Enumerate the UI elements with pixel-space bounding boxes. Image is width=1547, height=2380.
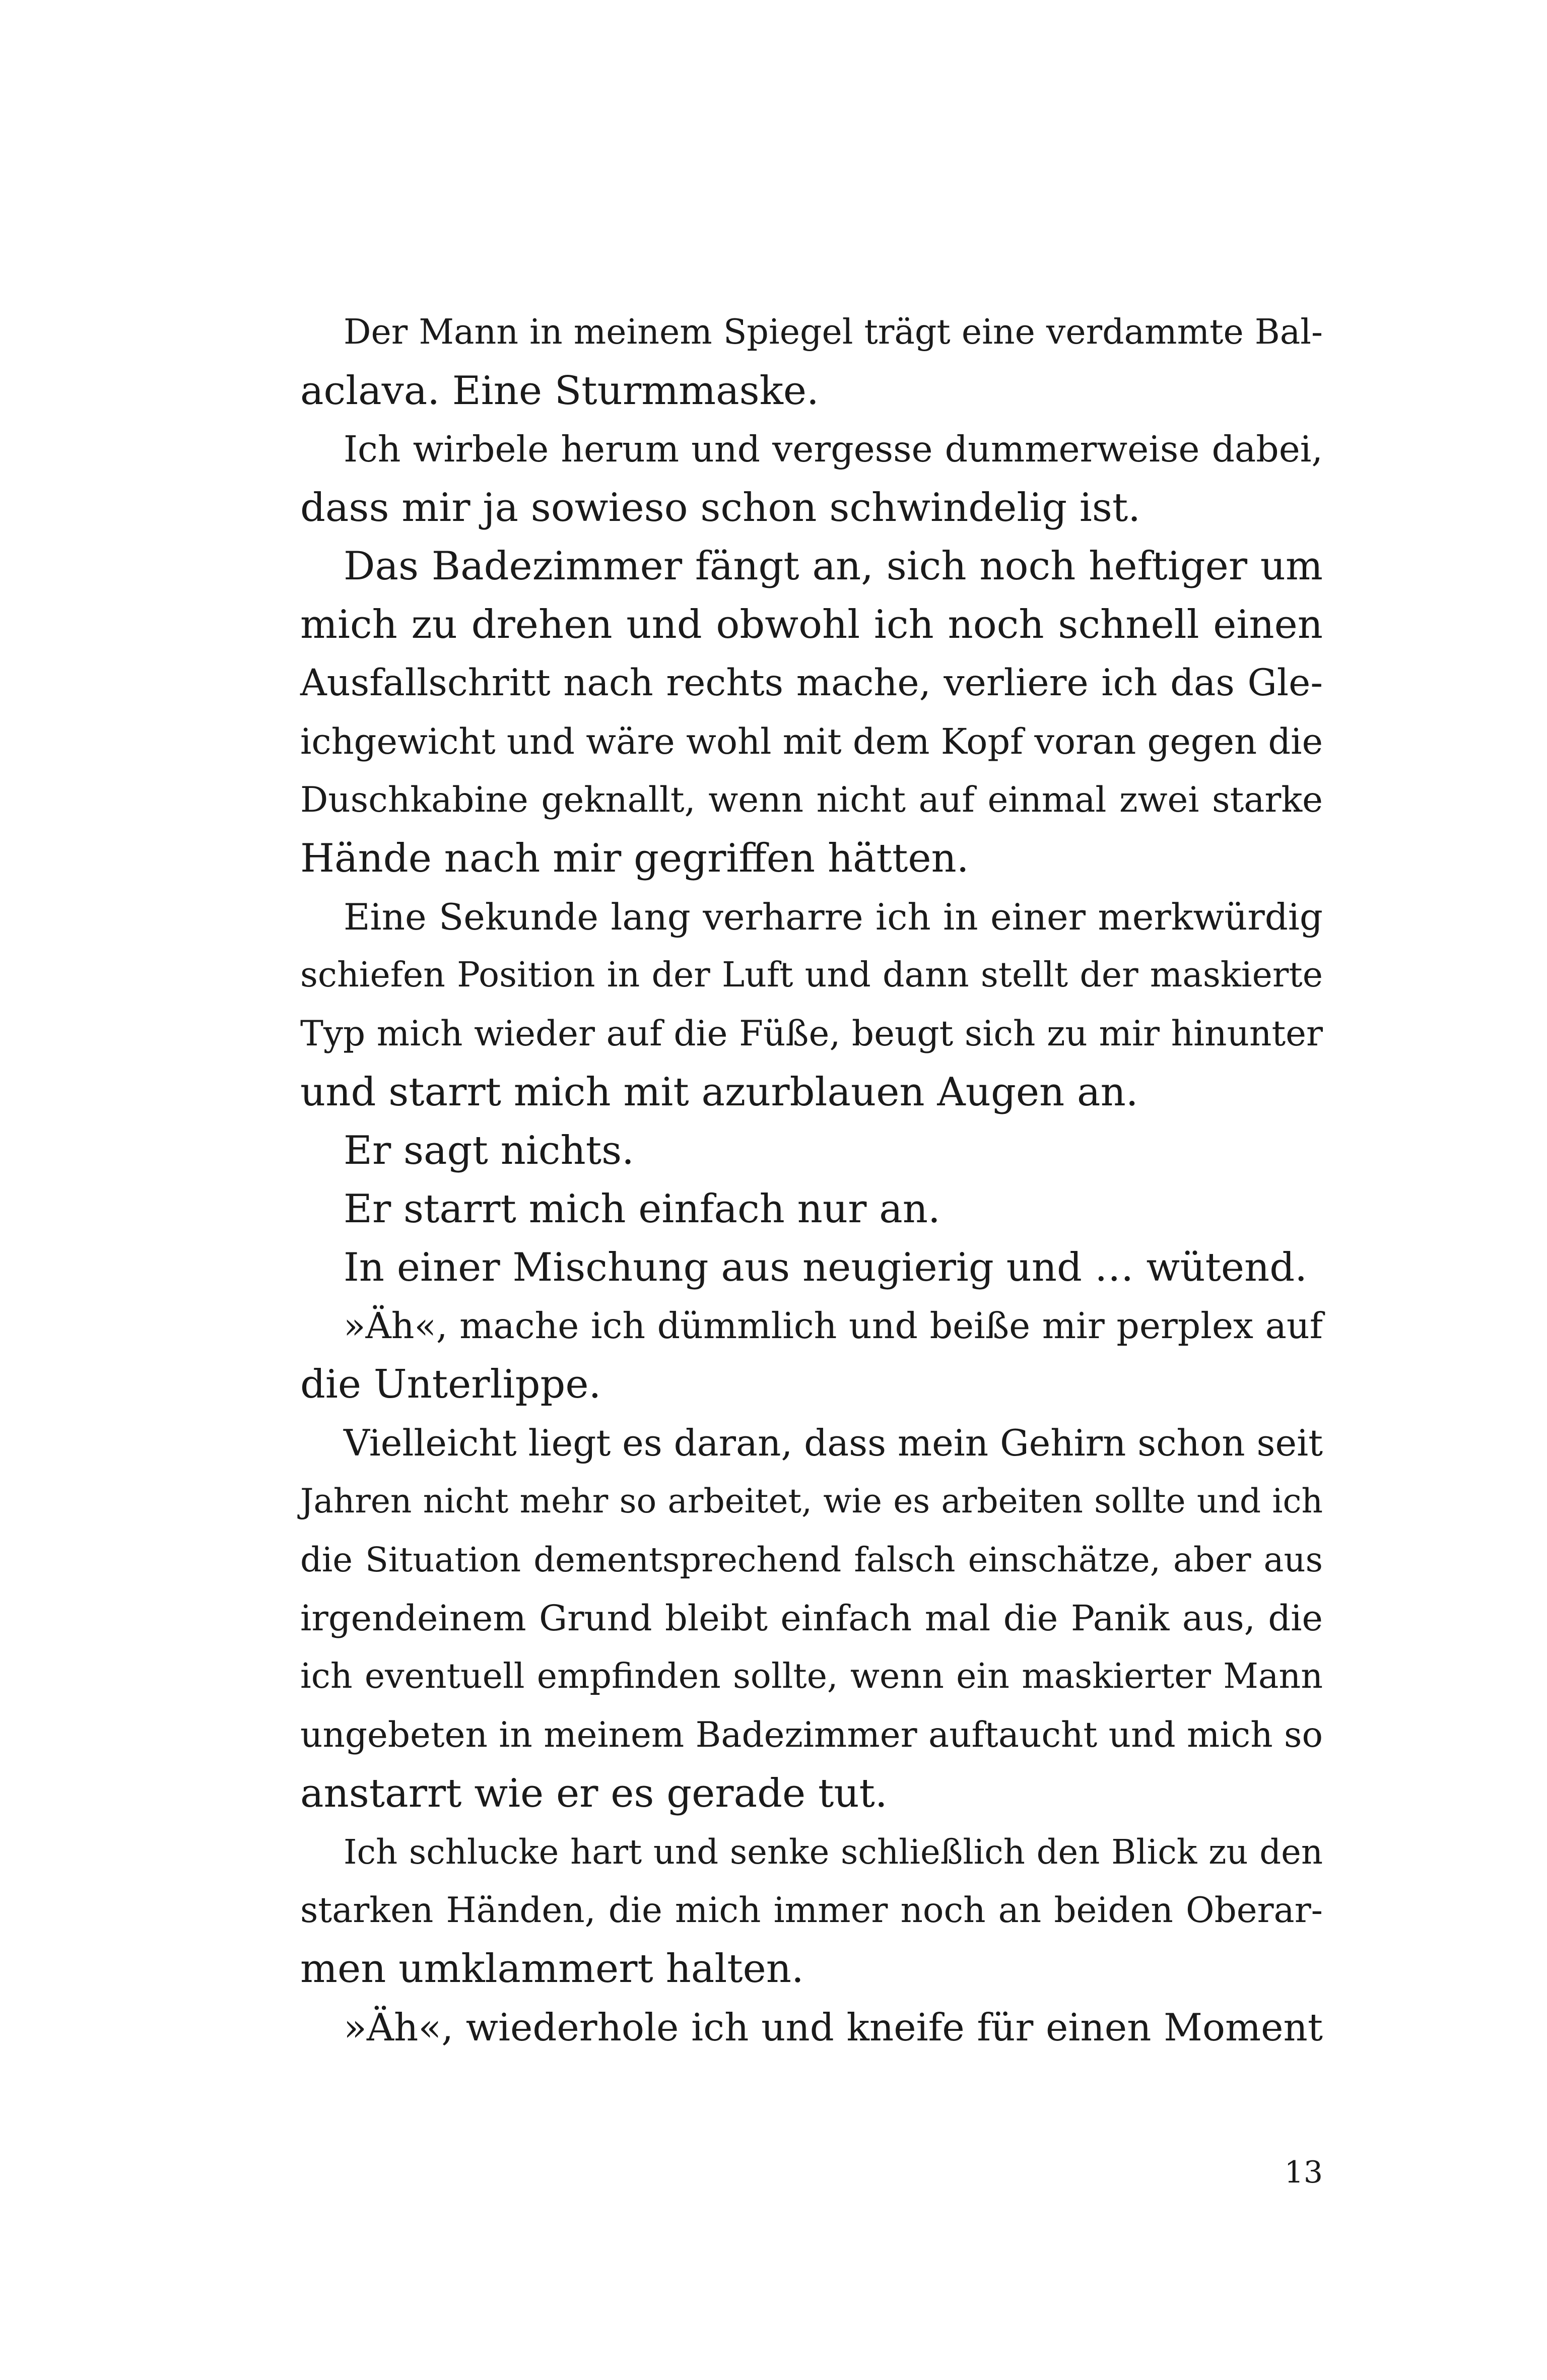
paragraph-line: starken Händen, die mich immer noch an beiden Oberar- <box>300 1890 1323 1931</box>
paragraph-first-line: Ich wirbele herum und vergesse dummerweise dabei, <box>344 428 1323 470</box>
paragraph-line: die Unterlippe. <box>300 1362 601 1407</box>
paragraph-line: Typ mich wieder auf die Füße, beugt sich zu mir hinunter <box>300 1014 1323 1054</box>
paragraph-line: ungebeten in meinem Badezimmer auftaucht und mich so <box>300 1715 1323 1755</box>
paragraph-first-line: Vielleicht liegt es daran, dass mein Gehirn schon seit <box>344 1422 1323 1464</box>
paragraph-line: ich eventuell empfinden sollte, wenn ein maskierter Mann <box>300 1657 1323 1696</box>
paragraph-line: anstarrt wie er es gerade tut. <box>300 1771 888 1816</box>
paragraph-first-line: Der Mann in meinem Spiegel trägt eine verdammte Bal- <box>344 312 1323 352</box>
paragraph-line: aclava. Eine Sturmmaske. <box>300 368 819 414</box>
paragraph-first-line: In einer Mischung aus neugierig und … wütend. <box>344 1245 1308 1290</box>
paragraph-line: men umklammert halten. <box>300 1946 804 1992</box>
paragraph-line: und starrt mich mit azurblauen Augen an. <box>300 1070 1138 1115</box>
paragraph-line: Ausfallschritt nach rechts mache, verliere ich das Gle- <box>300 662 1323 704</box>
paragraph-line: dass mir ja sowieso schon schwindelig ist. <box>300 485 1141 531</box>
body-text <box>300 303 1323 2057</box>
paragraph-line: ichgewicht und wäre wohl mit dem Kopf voran gegen die <box>300 721 1323 762</box>
paragraph-line: Hände nach mir gegriffen hätten. <box>300 836 969 881</box>
paragraph-first-line: »Äh«, wiederhole ich und kneife für einen Moment <box>344 2005 1323 2050</box>
paragraph-first-line: »Äh«, mache ich dümmlich und beiße mir perplex auf <box>344 1305 1323 1347</box>
paragraph-first-line: Das Badezimmer fängt an, sich noch heftiger um <box>344 544 1323 589</box>
paragraph-line: mich zu drehen und obwohl ich noch schnell einen <box>300 602 1323 647</box>
paragraph-line: Jahren nicht mehr so arbeitet, wie es arbeiten sollte und ich <box>300 1482 1323 1520</box>
paragraph-first-line: Er sagt nichts. <box>344 1128 634 1173</box>
page-number: 13 <box>1284 2155 1323 2190</box>
paragraph-first-line: Eine Sekunde lang verharre ich in einer merkwürdig <box>344 896 1323 938</box>
paragraph-line: irgendeinem Grund bleibt einfach mal die Panik aus, die <box>300 1598 1323 1639</box>
paragraph-first-line: Ich schlucke hart und senke schließlich den Blick zu den <box>344 1832 1323 1872</box>
paragraph-line: schiefen Position in der Luft und dann stellt der maskierte <box>300 955 1323 995</box>
paragraph-line: Duschkabine geknallt, wenn nicht auf einmal zwei starke <box>300 780 1323 820</box>
paragraph-first-line: Er starrt mich einfach nur an. <box>344 1186 940 1232</box>
paragraph-line: die Situation dementsprechend falsch einschätze, aber aus <box>300 1540 1323 1579</box>
